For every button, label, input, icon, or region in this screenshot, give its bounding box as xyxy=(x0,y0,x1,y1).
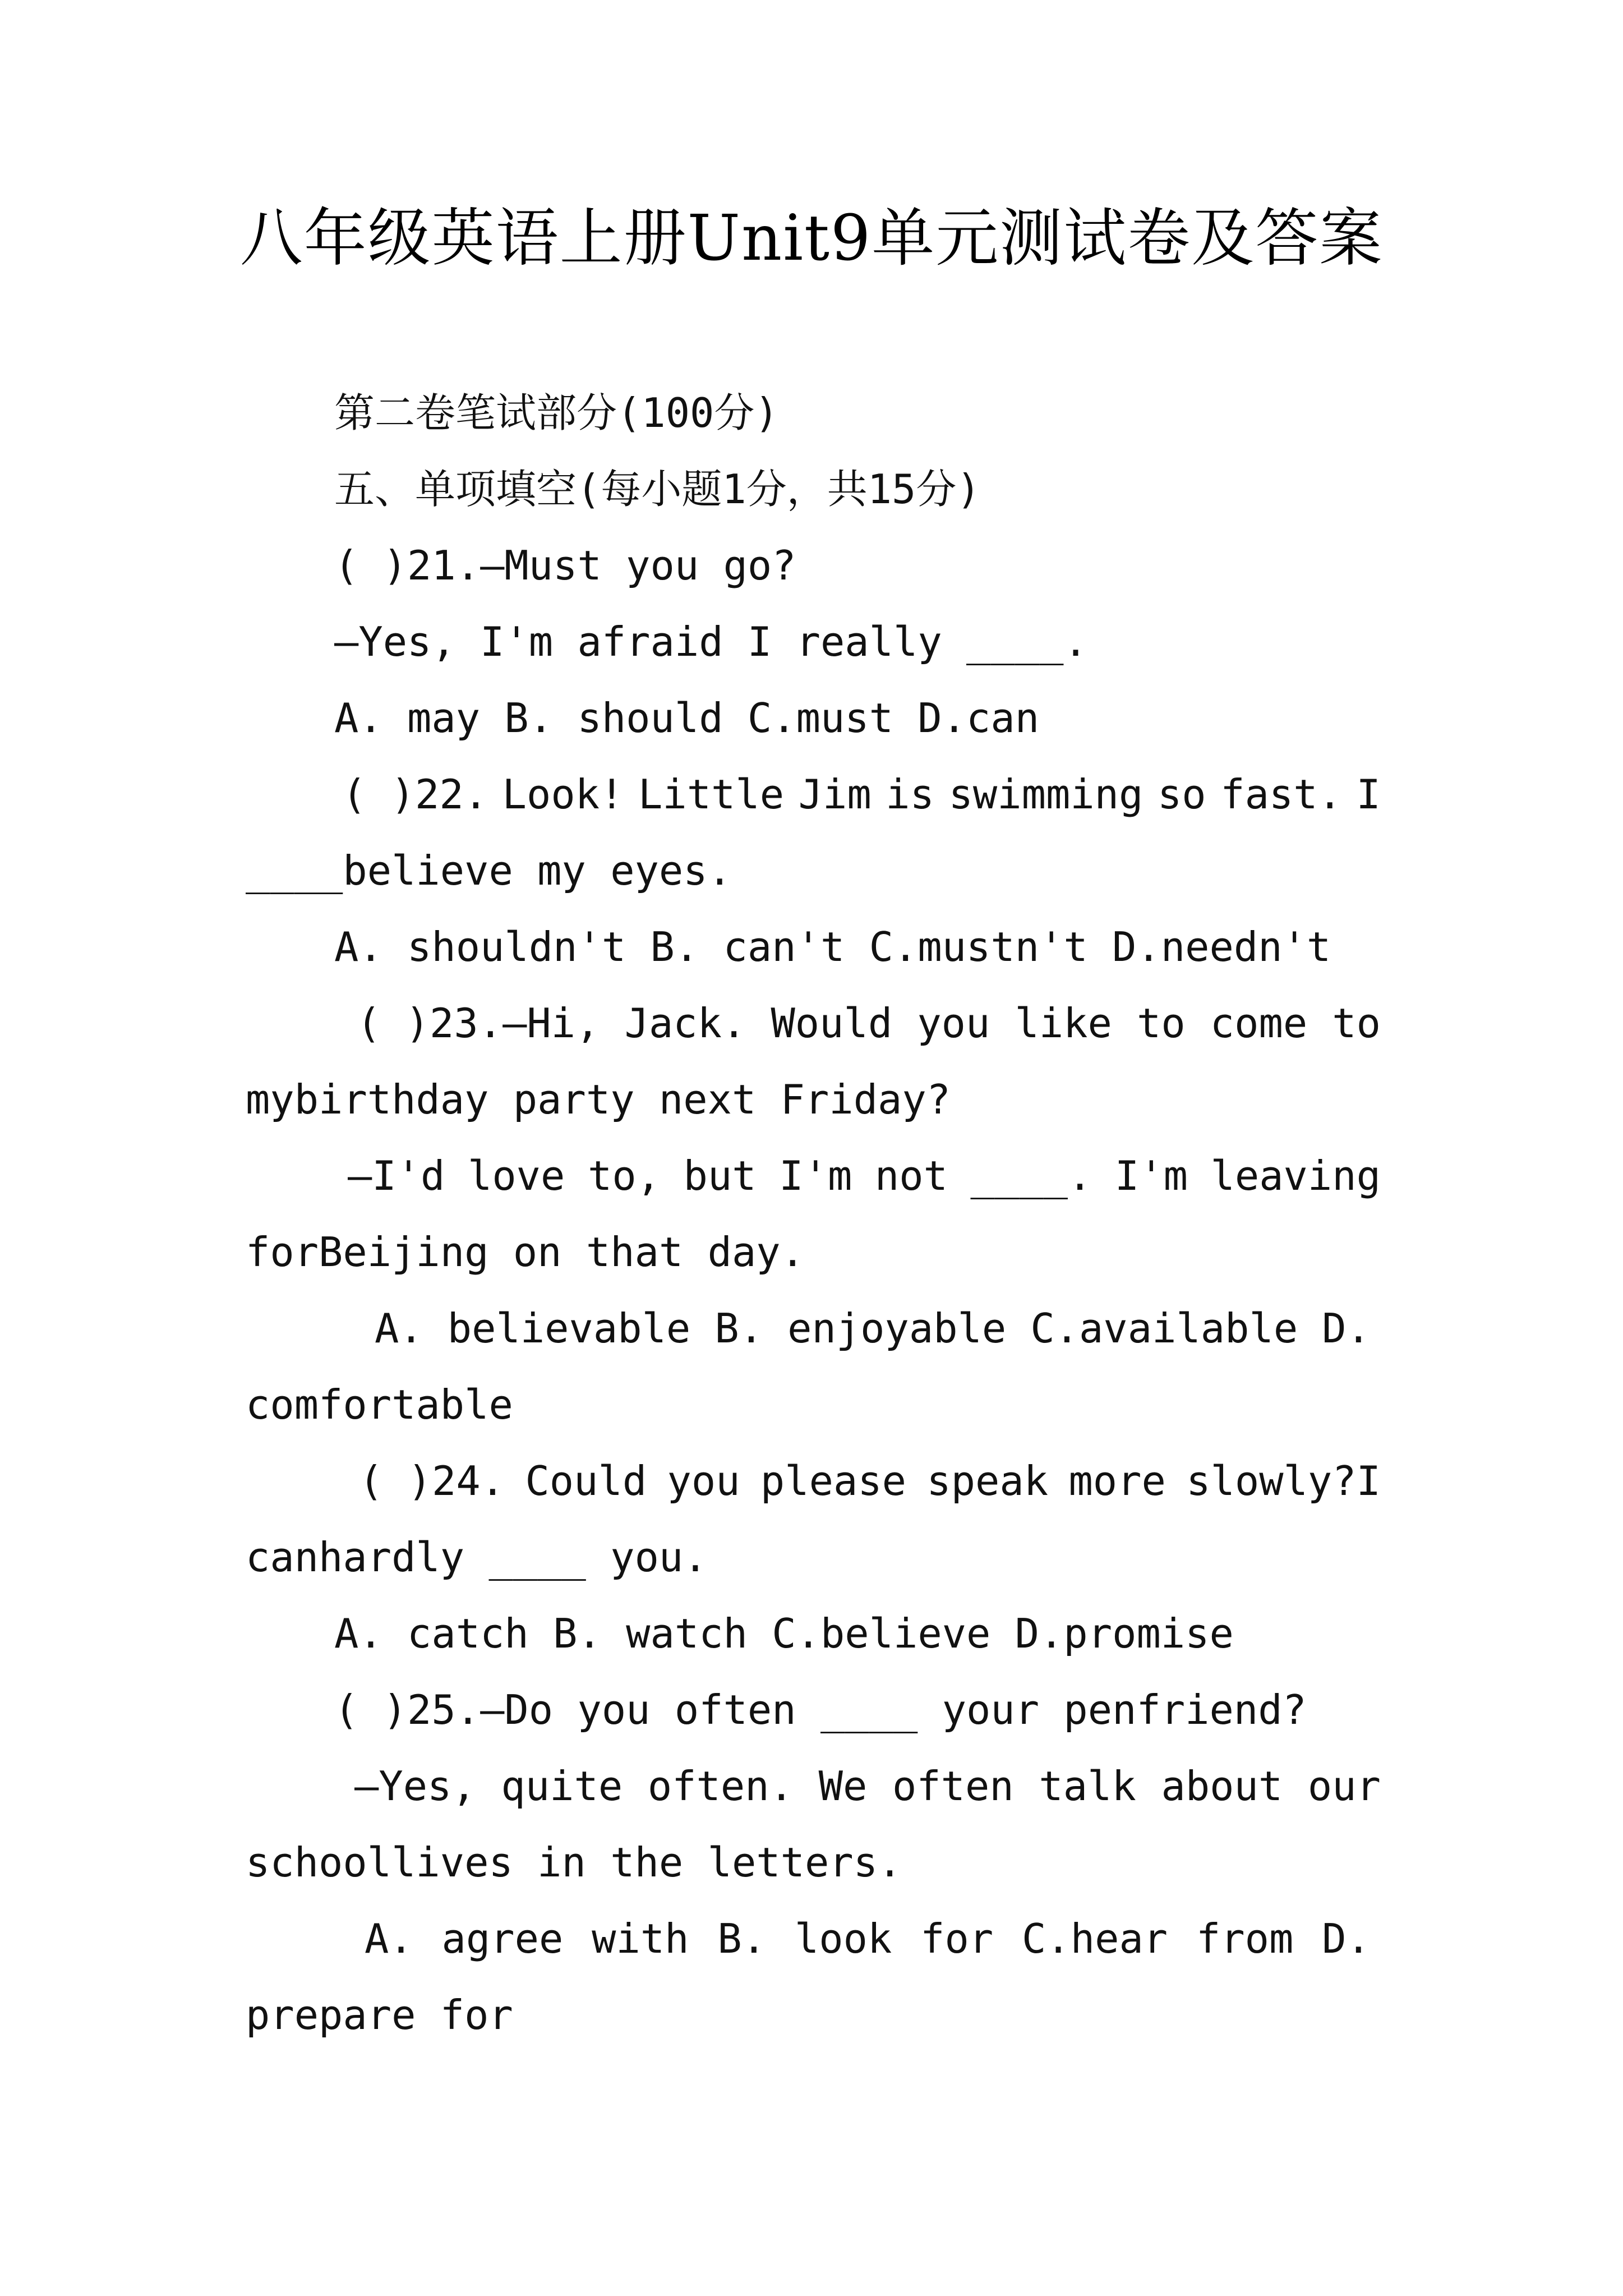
question-24-options: A. catch B. watch C.believe D.promise xyxy=(334,1610,1234,1657)
word: Jack. xyxy=(624,1000,746,1047)
word: look xyxy=(794,1915,892,1962)
word: to xyxy=(1332,1000,1381,1047)
question-23-reply-cont: forBeijing on that day. xyxy=(246,1228,805,1276)
word: our xyxy=(1307,1763,1381,1810)
word: often xyxy=(892,1763,1014,1810)
word: slowly?I xyxy=(1186,1457,1381,1504)
word: D. xyxy=(1322,1305,1371,1352)
question-21-stem: ( )21.—Must you go? xyxy=(334,542,796,589)
word: A. xyxy=(365,1915,413,1962)
question-24-stem xyxy=(359,1453,1381,1509)
word: C.available xyxy=(1030,1305,1298,1352)
word: ( )24. xyxy=(359,1457,505,1504)
word: quite xyxy=(501,1763,623,1810)
question-23-stem xyxy=(357,995,1381,1051)
question-21-options: A. may B. should C.must D.can xyxy=(334,694,1040,742)
word: ( )23.—Hi, xyxy=(357,1000,600,1047)
word: I xyxy=(1356,771,1381,818)
page-title: 八年级英语上册Unit9单元测试卷及答案 xyxy=(239,202,1384,275)
question-25-options xyxy=(365,1911,1371,1967)
word: not xyxy=(874,1152,948,1199)
word: is xyxy=(886,771,934,818)
word: more xyxy=(1068,1457,1166,1504)
word: B. xyxy=(717,1915,767,1962)
word: from xyxy=(1196,1915,1294,1962)
word: enjoyable xyxy=(787,1305,1007,1352)
word: Would xyxy=(771,1000,893,1047)
question-25-stem: ( )25.—Do you often ____ your penfriend? xyxy=(334,1686,1307,1733)
word: like xyxy=(1015,1000,1112,1047)
word: ____. xyxy=(970,1152,1092,1199)
word: leaving xyxy=(1210,1152,1381,1199)
word: speak xyxy=(926,1457,1049,1504)
word: for xyxy=(920,1915,994,1962)
question-25-options-cont: prepare for xyxy=(246,1991,513,2039)
word: to, xyxy=(587,1152,661,1199)
word: love xyxy=(467,1152,565,1199)
question-23-stem-cont: mybirthday party next Friday? xyxy=(246,1076,951,1123)
word: swimming xyxy=(948,771,1144,818)
word: so xyxy=(1157,771,1206,818)
word: often. xyxy=(647,1763,794,1810)
word: D. xyxy=(1322,1915,1371,1962)
word: Jim xyxy=(798,771,872,818)
word: B. xyxy=(714,1305,764,1352)
question-24-stem-cont: canhardly ____ you. xyxy=(246,1534,708,1581)
word: fast. xyxy=(1220,771,1342,818)
word: Could xyxy=(525,1457,647,1504)
word: Little xyxy=(638,771,785,818)
word: I'm xyxy=(1114,1152,1188,1199)
word: please xyxy=(760,1457,907,1504)
word: believable xyxy=(447,1305,691,1352)
question-25-reply-cont: schoollives in the letters. xyxy=(246,1839,902,1886)
question-23-reply xyxy=(348,1148,1381,1204)
question-21-reply: —Yes, I'm afraid I really ____. xyxy=(334,618,1088,665)
word: ( )22. xyxy=(342,771,488,818)
word: to xyxy=(1136,1000,1186,1047)
word: C.hear xyxy=(1022,1915,1168,1962)
question-22-options: A. shouldn't B. can't C.mustn't D.needn't xyxy=(334,923,1331,970)
part-heading: 五、单项填空(每小题1分，共15分) xyxy=(334,466,981,513)
word: —I'd xyxy=(348,1152,445,1199)
word: talk xyxy=(1039,1763,1136,1810)
question-22-stem-cont: ____believe my eyes. xyxy=(246,847,732,894)
word: A. xyxy=(375,1305,423,1352)
word: but xyxy=(683,1152,757,1199)
word: agree xyxy=(441,1915,564,1962)
question-23-options-cont: comfortable xyxy=(246,1381,513,1428)
word: about xyxy=(1161,1763,1283,1810)
word: you xyxy=(917,1000,990,1047)
word: —Yes, xyxy=(354,1763,476,1810)
section-heading: 第二卷笔试部分(100分) xyxy=(334,389,779,436)
word: you xyxy=(667,1457,740,1504)
word: I'm xyxy=(779,1152,852,1199)
question-23-options xyxy=(375,1300,1371,1356)
word: Look! xyxy=(502,771,624,818)
word: come xyxy=(1210,1000,1308,1047)
question-22-stem xyxy=(342,766,1381,822)
question-25-reply xyxy=(354,1758,1381,1814)
word: We xyxy=(818,1763,868,1810)
word: with xyxy=(592,1915,689,1962)
